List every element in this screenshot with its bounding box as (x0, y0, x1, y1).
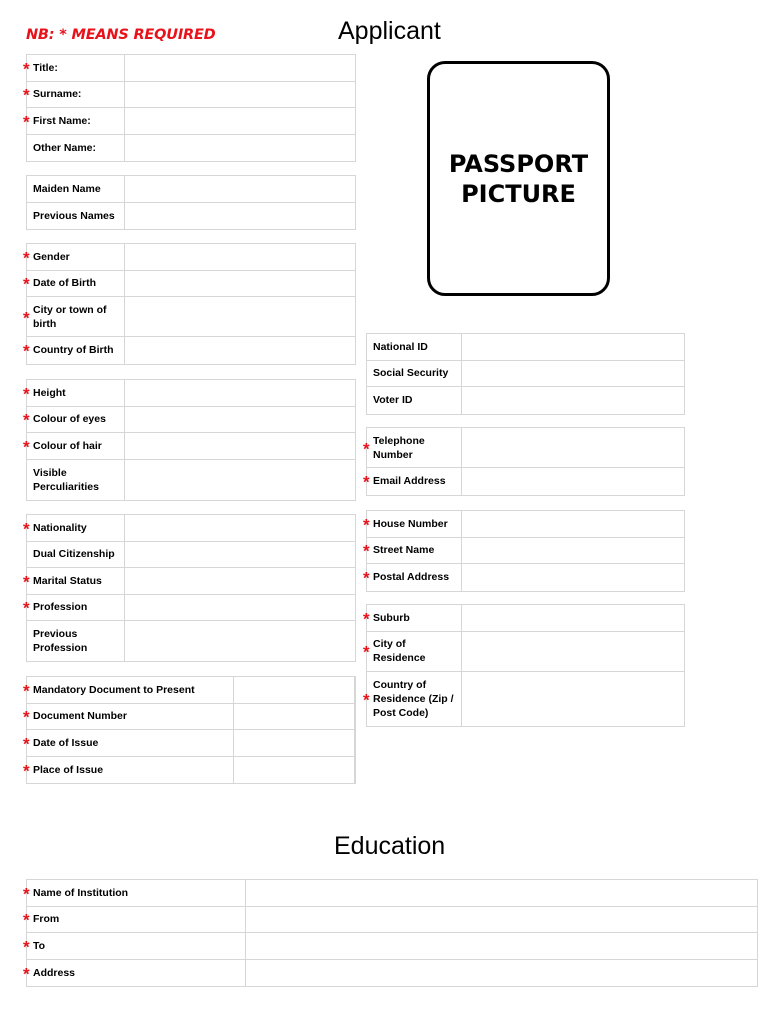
required-asterisk-icon: * (23, 519, 30, 539)
input-colour-of-eyes[interactable] (125, 407, 355, 433)
field-label (363, 428, 462, 467)
field-label-text: Country of Birth (33, 344, 114, 357)
required-asterisk-icon: * (363, 541, 370, 561)
form-row-house-number (363, 511, 684, 538)
required-asterisk-icon: * (23, 734, 30, 754)
applicant-heading: Applicant (338, 17, 441, 45)
required-asterisk-icon: * (23, 761, 30, 781)
field-label-text: Colour of eyes (33, 413, 106, 426)
field-label-text: City or town of birth (33, 303, 107, 330)
field-label (23, 82, 125, 108)
field-label (27, 135, 125, 162)
field-label-text: First Name: (33, 114, 91, 127)
form-row-country-of-residence-zip-post-code (363, 672, 684, 726)
field-label-text: National ID (373, 340, 428, 353)
field-label-text: City of Residence (373, 638, 426, 664)
field-label (23, 407, 125, 433)
form-row-height (23, 380, 355, 407)
field-label (363, 605, 462, 631)
field-label (23, 907, 246, 933)
field-label (363, 511, 462, 537)
field-label (27, 203, 125, 230)
field-label-text: Social Security (373, 367, 449, 380)
input-date-of-birth[interactable] (125, 271, 355, 297)
input-visible-perculiarities[interactable] (125, 460, 355, 500)
field-label (23, 244, 125, 270)
field-label (367, 387, 462, 414)
form-row-first-name (23, 108, 355, 135)
residence-table (363, 604, 685, 727)
field-label-text: Email Address (373, 475, 446, 488)
field-label (23, 933, 246, 959)
input-previous-profession[interactable] (125, 621, 355, 661)
field-label (363, 672, 462, 726)
required-asterisk-icon: * (23, 707, 30, 727)
form-row-previous-names (27, 203, 355, 230)
form-row-title (23, 55, 355, 82)
field-label (23, 380, 125, 406)
required-asterisk-icon: * (363, 642, 370, 662)
input-city-of-residence[interactable] (462, 632, 684, 671)
previous-names-table (26, 175, 356, 230)
required-asterisk-icon: * (23, 598, 30, 618)
form-row-social-security (367, 361, 684, 388)
input-national-id[interactable] (462, 334, 684, 360)
form-row-other-name (27, 135, 355, 162)
form-row-telephone-number (363, 428, 684, 468)
required-asterisk-icon: * (23, 937, 30, 957)
form-row-city-or-town-of-birth (23, 297, 355, 337)
input-nationality[interactable] (125, 515, 355, 541)
form-row-date-of-birth (23, 271, 355, 298)
form-row-to (23, 933, 757, 960)
input-social-security[interactable] (462, 361, 684, 387)
field-label (23, 677, 234, 703)
field-label (23, 297, 125, 336)
field-label (27, 621, 125, 661)
required-asterisk-icon: * (23, 572, 30, 592)
identity-numbers-table (366, 333, 685, 415)
field-label-text: Previous Profession (33, 628, 88, 654)
required-asterisk-icon: * (363, 472, 370, 492)
required-asterisk-icon: * (23, 437, 30, 457)
documents-table (23, 676, 356, 784)
field-label (23, 595, 125, 621)
input-dual-citizenship[interactable] (125, 542, 355, 568)
field-label (27, 460, 125, 500)
form-row-colour-of-eyes (23, 407, 355, 434)
form-row-profession (23, 595, 355, 622)
input-telephone-number[interactable] (462, 428, 684, 467)
input-document-number[interactable] (234, 704, 355, 730)
form-row-from (23, 907, 757, 934)
form-row-colour-of-hair (23, 433, 355, 460)
form-row-email-address (363, 468, 684, 495)
input-mandatory-document-to-present[interactable] (234, 677, 355, 703)
field-label-text: Height (33, 386, 66, 399)
form-row-previous-profession (27, 621, 355, 661)
required-asterisk-icon: * (23, 410, 30, 430)
form-row-dual-citizenship (27, 542, 355, 569)
input-surname[interactable] (125, 82, 355, 108)
input-first-name[interactable] (125, 108, 355, 134)
required-asterisk-icon: * (23, 59, 30, 79)
input-gender[interactable] (125, 244, 355, 270)
input-date-of-issue[interactable] (234, 730, 355, 756)
form-row-mandatory-document-to-present (23, 677, 355, 704)
form-row-marital-status (23, 568, 355, 595)
field-label-text: Place of Issue (33, 763, 104, 776)
form-row-place-of-issue (23, 757, 355, 784)
form-row-national-id (367, 334, 684, 361)
required-asterisk-icon: * (23, 964, 30, 984)
input-suburb[interactable] (462, 605, 684, 631)
required-asterisk-icon: * (23, 274, 30, 294)
required-asterisk-icon: * (23, 681, 30, 701)
field-label-text: Address (33, 966, 76, 979)
field-label (363, 564, 462, 591)
field-label (27, 542, 125, 568)
address-table (363, 510, 685, 592)
required-notice: NB: * MEANS REQUIRED (26, 27, 216, 43)
input-voter-id[interactable] (462, 387, 684, 414)
birth-details-table (23, 243, 356, 365)
input-city-or-town-of-birth[interactable] (125, 297, 355, 336)
field-label-text: Title: (33, 61, 58, 74)
citizenship-table (23, 514, 356, 662)
form-row-nationality (23, 515, 355, 542)
field-label-text: Document Number (33, 710, 127, 723)
field-label-text: Gender (33, 250, 70, 263)
form-row-city-of-residence (363, 632, 684, 672)
field-label-text: Other Name: (33, 141, 97, 154)
required-asterisk-icon: * (23, 112, 30, 132)
input-maiden-name[interactable] (125, 176, 355, 202)
field-label-text: From (33, 913, 60, 926)
field-label-text: Country of Residence (Zip / Post Code) (373, 678, 454, 719)
field-label (363, 538, 462, 564)
input-marital-status[interactable] (125, 568, 355, 594)
input-postal-address[interactable] (462, 564, 684, 591)
field-label-text: Postal Address (373, 571, 450, 584)
required-asterisk-icon: * (23, 307, 30, 327)
field-label-text: Telephone Number (373, 434, 425, 461)
input-to[interactable] (246, 933, 757, 959)
field-label-text: Colour of hair (33, 439, 102, 452)
field-label (23, 960, 246, 987)
field-label (27, 176, 125, 202)
field-label (23, 55, 125, 81)
education-table (23, 879, 758, 987)
contact-table (363, 427, 685, 496)
field-label-text: Marital Status (33, 574, 102, 587)
education-heading: Education (334, 832, 446, 860)
appearance-table (23, 379, 356, 501)
field-label-text: Date of Issue (33, 736, 99, 749)
field-label (23, 515, 125, 541)
form-row-document-number (23, 704, 355, 731)
field-label (23, 880, 246, 906)
field-label-text: Nationality (33, 521, 87, 534)
field-label-text: House Number (373, 517, 448, 530)
field-label-text: Name of Institution (33, 886, 129, 899)
field-label (363, 468, 462, 495)
passport-picture-placeholder[interactable] (427, 61, 610, 296)
form-row-date-of-issue (23, 730, 355, 757)
input-country-of-residence-zip-post-code[interactable] (462, 672, 684, 726)
input-country-of-birth[interactable] (125, 337, 355, 364)
input-street-name[interactable] (462, 538, 684, 564)
form-row-address (23, 960, 757, 987)
field-label-text: Voter ID (373, 394, 413, 407)
field-label (23, 337, 125, 364)
form-row-name-of-institution (23, 880, 757, 907)
input-height[interactable] (125, 380, 355, 406)
input-colour-of-hair[interactable] (125, 433, 355, 459)
input-title[interactable] (125, 55, 355, 81)
form-row-postal-address (363, 564, 684, 591)
input-address[interactable] (246, 960, 757, 987)
required-asterisk-icon: * (23, 85, 30, 105)
field-label-text: Visible Perculiarities (33, 466, 99, 493)
field-label (367, 361, 462, 387)
input-profession[interactable] (125, 595, 355, 621)
personal-names-table (23, 54, 356, 162)
form-row-surname (23, 82, 355, 109)
input-other-name[interactable] (125, 135, 355, 162)
input-name-of-institution[interactable] (246, 880, 757, 906)
required-asterisk-icon: * (363, 438, 370, 458)
field-label (23, 108, 125, 134)
required-asterisk-icon: * (363, 609, 370, 629)
form-row-country-of-birth (23, 337, 355, 364)
form-row-maiden-name (27, 176, 355, 203)
required-asterisk-icon: * (23, 910, 30, 930)
field-label-text: Profession (33, 601, 88, 614)
input-email-address[interactable] (462, 468, 684, 495)
form-row-voter-id (367, 387, 684, 414)
field-label-text: To (33, 939, 46, 952)
input-from[interactable] (246, 907, 757, 933)
form-row-suburb (363, 605, 684, 632)
field-label (23, 704, 234, 730)
input-place-of-issue[interactable] (234, 757, 355, 784)
form-row-gender (23, 244, 355, 271)
field-label (367, 334, 462, 360)
required-asterisk-icon: * (23, 884, 30, 904)
required-asterisk-icon: * (363, 689, 370, 709)
required-asterisk-icon: * (23, 384, 30, 404)
field-label (23, 433, 125, 459)
input-previous-names[interactable] (125, 203, 355, 230)
field-label-text: Dual Citizenship (33, 548, 115, 561)
field-label (23, 730, 234, 756)
required-asterisk-icon: * (23, 341, 30, 361)
field-label (23, 271, 125, 297)
field-label-text: Mandatory Document to Present (33, 683, 195, 696)
field-label-text: Surname: (33, 88, 82, 101)
field-label-text: Previous Names (33, 209, 115, 222)
field-label-text: Date of Birth (33, 277, 96, 290)
field-label-text: Street Name (373, 544, 435, 557)
form-row-street-name (363, 538, 684, 565)
input-house-number[interactable] (462, 511, 684, 537)
field-label-text: Suburb (373, 611, 410, 624)
form-row-visible-perculiarities (27, 460, 355, 500)
field-label (23, 757, 234, 784)
field-label-text: Maiden Name (33, 182, 101, 195)
required-asterisk-icon: * (363, 515, 370, 535)
required-asterisk-icon: * (363, 568, 370, 588)
passport-picture-label: PASSPORT PICTURE (448, 149, 589, 208)
field-label (23, 568, 125, 594)
field-label (363, 632, 462, 671)
required-asterisk-icon: * (23, 248, 30, 268)
